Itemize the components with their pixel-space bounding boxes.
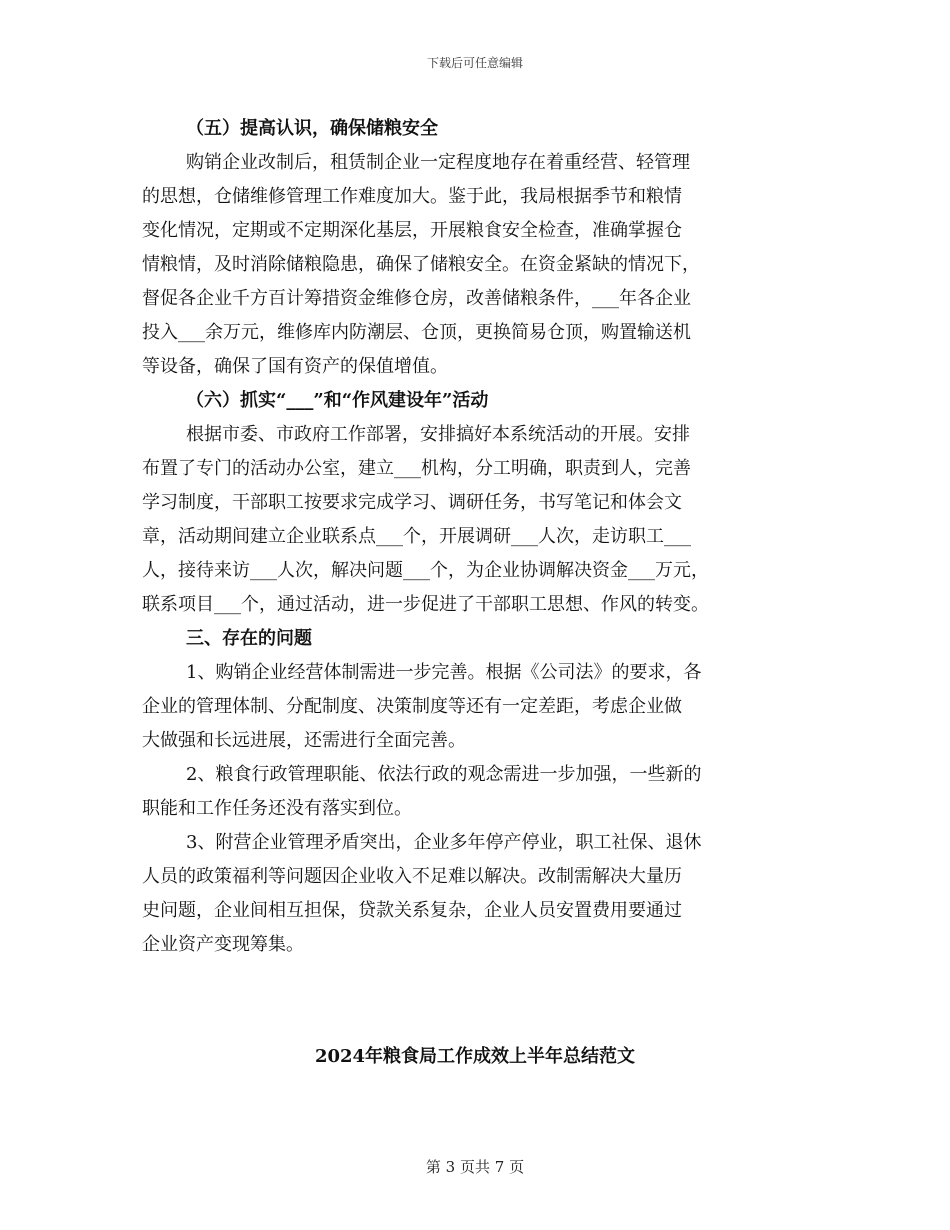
paragraph-line: 人员的政策福利等问题因企业收入不足难以解决。改制需解决大量历 bbox=[142, 866, 682, 887]
paragraph-line: 职能和工作任务还没有落实到位。 bbox=[142, 798, 412, 819]
paragraph-line: 史问题，企业间相互担保，贷款关系复杂，企业人员安置费用要通过 bbox=[142, 900, 682, 921]
paragraph-line: 企业资产变现筹集。 bbox=[142, 934, 304, 955]
paragraph-line: 的思想，仓储维修管理工作难度加大。鉴于此，我局根据季节和粮情 bbox=[142, 186, 682, 207]
paragraph-line: 联系项目___个，通过活动，进一步促进了干部职工思想、作风的转变。 bbox=[142, 594, 709, 615]
section-five bbox=[142, 112, 818, 384]
problem-item-2 bbox=[142, 758, 818, 826]
section-heading: 三、存在的问题 bbox=[186, 628, 312, 649]
paragraph-line: 根据市委、市政府工作部署，安排搞好本系统活动的开展。安排 bbox=[186, 424, 690, 445]
paragraph-line: 等设备，确保了国有资产的保值增值。 bbox=[142, 356, 448, 377]
problem-item-3 bbox=[142, 826, 818, 962]
paragraph-line: 2、粮食行政管理职能、依法行政的观念需进一步加强，一些新的 bbox=[186, 764, 702, 785]
paragraph-line: 购销企业改制后，租赁制企业一定程度地存在着重经营、轻管理 bbox=[186, 152, 690, 173]
paragraph-line: 布置了专门的活动办公室，建立___机构，分工明确，职责到人，完善 bbox=[142, 458, 691, 479]
document-title: 2024年粮食局工作成效上半年总结范文 bbox=[314, 1046, 636, 1067]
paragraph-line: 变化情况，定期或不定期深化基层，开展粮食安全检查，准确掌握仓 bbox=[142, 220, 682, 241]
paragraph-line: 督促各企业千方百计筹措资金维修仓房，改善储粮条件，___年各企业 bbox=[142, 288, 691, 309]
page-number: 第 3 页共 7 页 bbox=[425, 1158, 525, 1176]
paragraph-line: 1、购销企业经营体制需进一步完善。根据《公司法》的要求，各 bbox=[186, 662, 702, 683]
paragraph-line: 学习制度，干部职工按要求完成学习、调研任务，书写笔记和体会文 bbox=[142, 492, 682, 513]
header-note: 下载后可任意编辑 bbox=[426, 56, 523, 70]
paragraph-line: 投入___余万元，维修库内防潮层、仓顶，更换简易仓顶，购置输送机 bbox=[142, 322, 691, 343]
paragraph-line: 人，接待来访___人次，解决问题___个，为企业协调解决资金___万元， bbox=[142, 560, 709, 581]
section-heading: （五）提高认识，确保储粮安全 bbox=[186, 118, 438, 139]
paragraph-line: 章，活动期间建立企业联系点___个，开展调研___人次，走访职工___ bbox=[142, 526, 691, 547]
section-heading: （六）抓实“___”和“作风建设年”活动 bbox=[186, 390, 489, 411]
section-problems bbox=[142, 622, 818, 656]
paragraph-line: 3、附营企业管理矛盾突出，企业多年停产停业，职工社保、退休 bbox=[186, 832, 702, 853]
paragraph-line: 情粮情，及时消除储粮隐患，确保了储粮安全。在资金紧缺的情况下， bbox=[142, 254, 700, 275]
paragraph-line: 企业的管理体制、分配制度、决策制度等还有一定差距，考虑企业做 bbox=[142, 696, 682, 717]
section-six bbox=[142, 384, 818, 622]
problem-item-1 bbox=[142, 656, 818, 758]
document-body bbox=[142, 112, 818, 962]
paragraph-line: 大做强和长远进展，还需进行全面完善。 bbox=[142, 730, 466, 751]
